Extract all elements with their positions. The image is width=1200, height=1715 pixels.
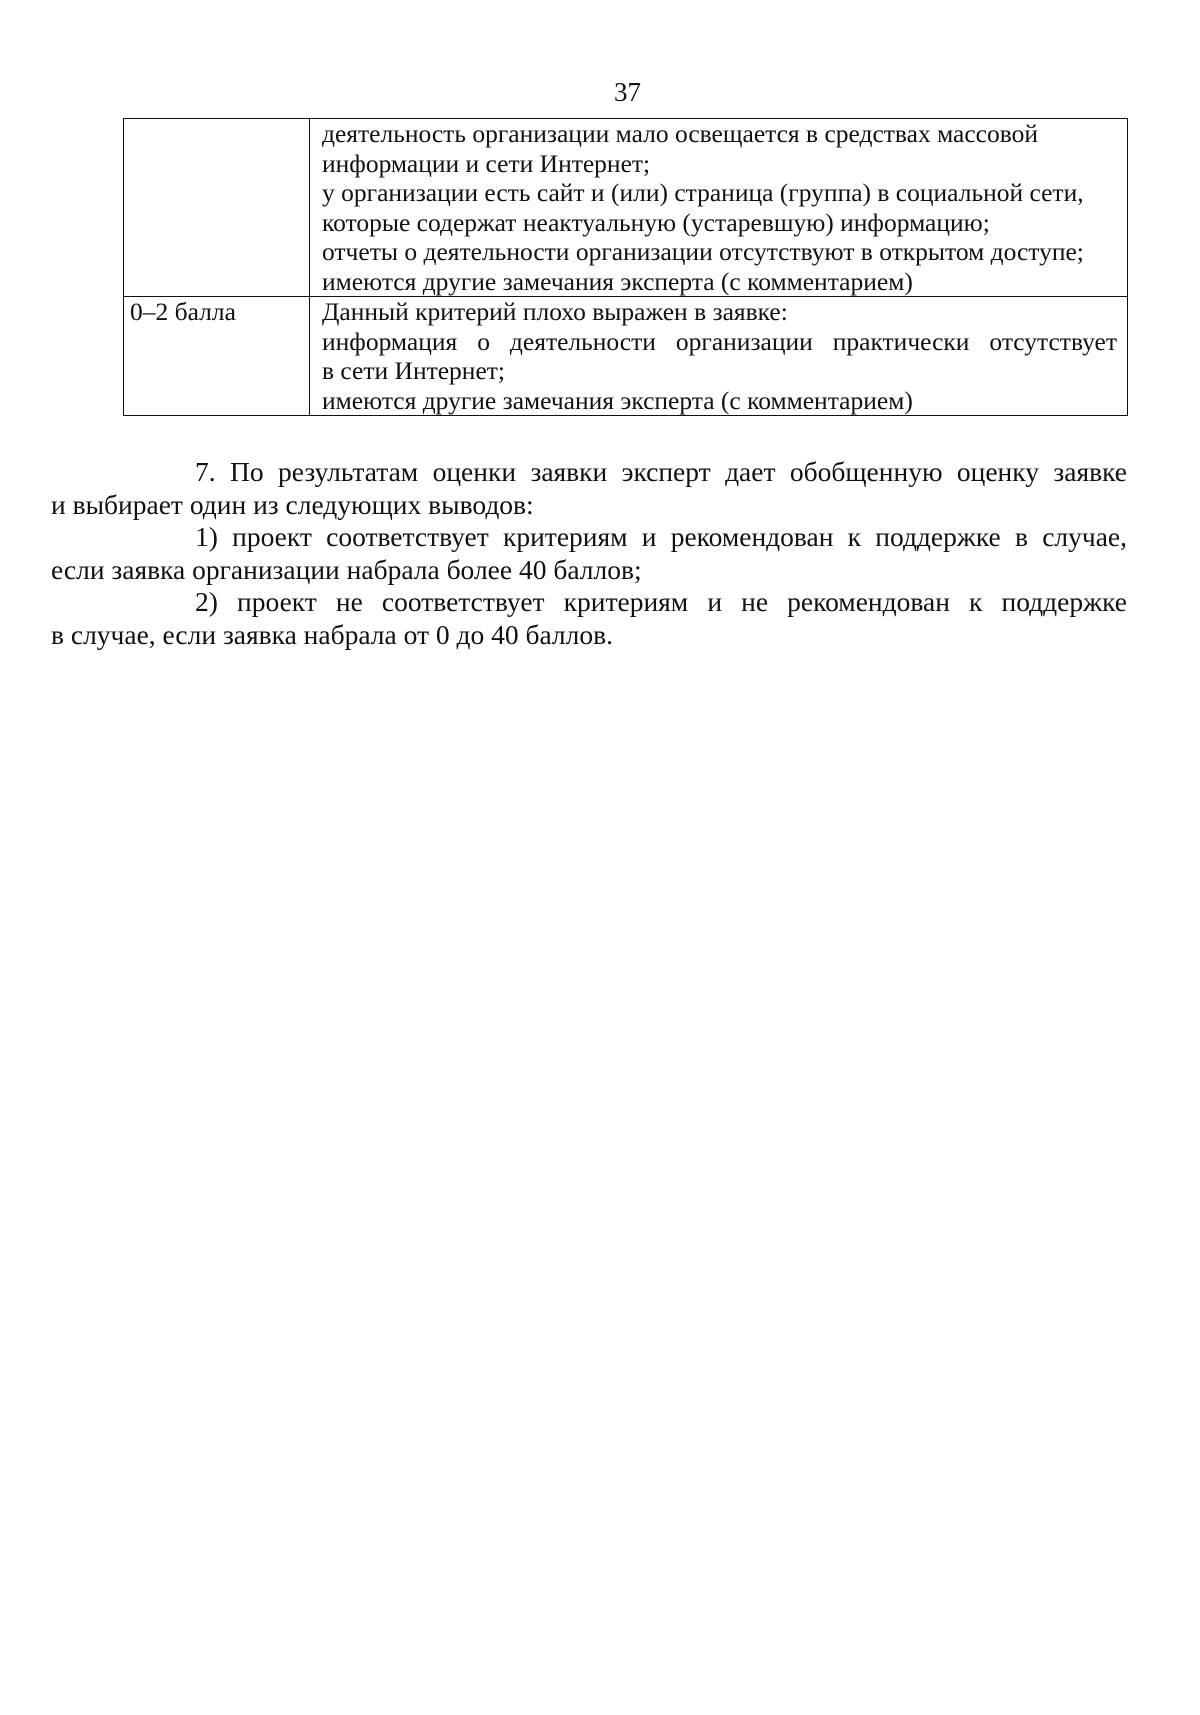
description-line: у организации есть сайт и (или) страница (группа) в социальной сети, xyxy=(322,178,1084,207)
paragraph-line: 1) проект соответствует критериям и рекомендован к поддержке в случае, xyxy=(195,521,1127,552)
criteria-table xyxy=(123,118,1128,416)
paragraph-line: если заявка организации набрала более 40 баллов; xyxy=(51,553,642,585)
description-line: деятельность организации мало освещается в средствах массовой xyxy=(322,119,1039,148)
paragraph-line: и выбирает один из следующих выводов: xyxy=(51,488,534,520)
score-cell: 0–2 балла xyxy=(124,297,310,416)
description-line: в сети Интернет; xyxy=(322,356,505,385)
paragraph-line: 7. По результатам оценки заявки эксперт дает обобщенную оценку заявке xyxy=(195,456,1127,487)
paragraph-item-7 xyxy=(51,456,1127,521)
paragraph-option-1 xyxy=(51,521,1127,586)
description-line: имеются другие замечания эксперта (с комментарием) xyxy=(322,385,913,415)
page-number: 37 xyxy=(614,77,641,107)
description-line: Данный критерий плохо выражен в заявке: xyxy=(322,297,788,326)
description-line: информации и сети Интернет; xyxy=(322,148,651,178)
paragraph-line: 2) проект не соответствует критериям и не рекомендован к поддержке xyxy=(195,586,1127,617)
description-line: имеются другие замечания эксперта (с комментарием) xyxy=(322,266,913,296)
description-cell xyxy=(310,119,1128,297)
table-row xyxy=(124,119,1128,297)
description-line: отчеты о деятельности организации отсутствуют в открытом доступе; xyxy=(322,237,1084,266)
table-row xyxy=(124,297,1128,416)
description-cell xyxy=(310,297,1128,416)
description-line: которые содержат неактуальную (устаревшую) информацию; xyxy=(322,207,990,237)
score-cell xyxy=(124,119,310,297)
paragraph-line: в случае, если заявка набрала от 0 до 40 баллов. xyxy=(51,618,613,650)
paragraph-option-2 xyxy=(51,586,1127,651)
description-line: информация о деятельности организации практически отсутствует xyxy=(322,326,1117,356)
conclusion-section xyxy=(51,456,1127,651)
